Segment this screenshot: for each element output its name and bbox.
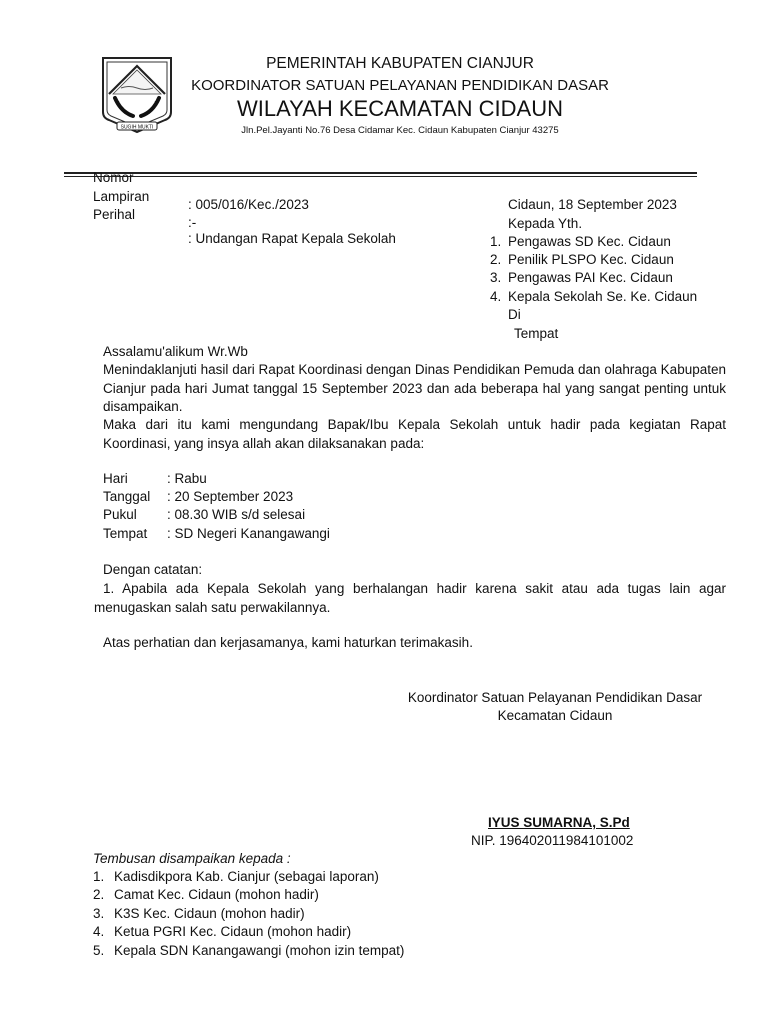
list-item-number: 4. [93, 924, 105, 939]
schedule-value: : SD Negeri Kanangawangi [167, 526, 330, 541]
cianjur-regency-emblem-icon [99, 52, 175, 136]
salam: Assalamu'alikum Wr.Wb [103, 344, 248, 359]
perihal-label: Perihal [93, 207, 136, 222]
tempat-label: Tempat [514, 326, 559, 341]
schedule-value: : 20 September 2023 [167, 489, 294, 504]
perihal-value: : Undangan Rapat Kepala Sekolah [188, 231, 396, 246]
catatan-label: Dengan catatan: [103, 562, 203, 577]
list-item-number: 2. [490, 252, 502, 267]
list-item: Pengawas SD Kec. Cidaun [508, 234, 671, 249]
list-item-number: 4. [490, 289, 502, 304]
letterhead-divider-top [64, 172, 697, 174]
signature-title-line1: Koordinator Satuan Pelayanan Pendidikan Dasar [407, 690, 703, 705]
schedule-value: : 08.30 WIB s/d selesai [167, 507, 306, 522]
letterhead-address: Jln.Pel.Jayanti No.76 Desa Cidamar Kec. Cidaun Kabupaten Cianjur 43275 [241, 125, 559, 136]
di-label: Di [508, 307, 521, 322]
list-item: Kepala SDN Kanangawangi (mohon izin tempat) [114, 943, 405, 958]
list-item: Kadisdikpora Kab. Cianjur (sebagai laporan) [114, 869, 379, 884]
paragraph-2: Maka dari itu kami mengundang Bapak/Ibu Kepala Sekolah untuk hadir pada kegiatan Rapat Koordinasi, yang insya allah akan dilaksanakan pada: [103, 417, 726, 451]
letterhead-office: KOORDINATOR SATUAN PELAYANAN PENDIDIKAN DASAR [191, 77, 609, 94]
list-item-number: 3. [93, 906, 105, 921]
signatory-nip: NIP. 196402011984101002 [471, 833, 634, 848]
tembusan-title: Tembusan disampaikan kepada : [93, 851, 291, 866]
nomor-label: Nomor [93, 170, 134, 185]
place-date: Cidaun, 18 September 2023 [508, 197, 677, 212]
schedule-value: : Rabu [167, 471, 207, 486]
lampiran-label: Lampiran [93, 189, 150, 204]
list-item: Penilik PLSPO Kec. Cidaun [508, 252, 674, 267]
signature-title-line2: Kecamatan Cidaun [497, 708, 613, 723]
paragraph-1: Menindaklanjuti hasil dari Rapat Koordinasi dengan Dinas Pendidikan Pemuda dan olahraga Kabupaten Cianjur pada hari Jumat tanggal 15 September 2023 dan ada beberapa hal yang sangat penting untuk disampaikan. [103, 362, 726, 414]
letterhead-divider-bottom [64, 176, 697, 177]
closing-sentence: Atas perhatian dan kerjasamanya, kami haturkan terimakasih. [103, 635, 473, 650]
nomor-value: : 005/016/Kec./2023 [188, 197, 309, 212]
schedule-label: Hari [103, 471, 128, 486]
list-item: Ketua PGRI Kec. Cidaun (mohon hadir) [114, 924, 352, 939]
schedule-label: Tanggal [103, 489, 151, 504]
schedule-label: Tempat [103, 526, 148, 541]
list-item: Pengawas PAI Kec. Cidaun [508, 270, 673, 285]
catatan-item-1: 1. Apabila ada Kepala Sekolah yang berhalangan hadir karena sakit atau ada tugas lain agar menugaskan salah satu perwakilannya. [94, 581, 726, 615]
list-item-number: 3. [490, 270, 502, 285]
list-item: Camat Kec. Cidaun (mohon hadir) [114, 887, 319, 902]
letterhead-government: PEMERINTAH KABUPATEN CIANJUR [266, 55, 534, 72]
list-item-number: 2. [93, 887, 105, 902]
lampiran-value: :- [188, 215, 197, 230]
list-item-number: 1. [93, 869, 105, 884]
kepada-yth: Kepada Yth. [508, 216, 583, 231]
letterhead-region: WILAYAH KECAMATAN CIDAUN [237, 96, 563, 121]
list-item: K3S Kec. Cidaun (mohon hadir) [114, 906, 305, 921]
list-item-number: 5. [93, 943, 105, 958]
list-item: Kepala Sekolah Se. Ke. Cidaun [508, 289, 698, 304]
logo-motto: SUGIH MUKTI [120, 124, 154, 131]
signatory-name: IYUS SUMARNA, S.Pd [488, 815, 630, 830]
list-item-number: 1. [490, 234, 502, 249]
schedule-label: Pukul [103, 507, 137, 522]
